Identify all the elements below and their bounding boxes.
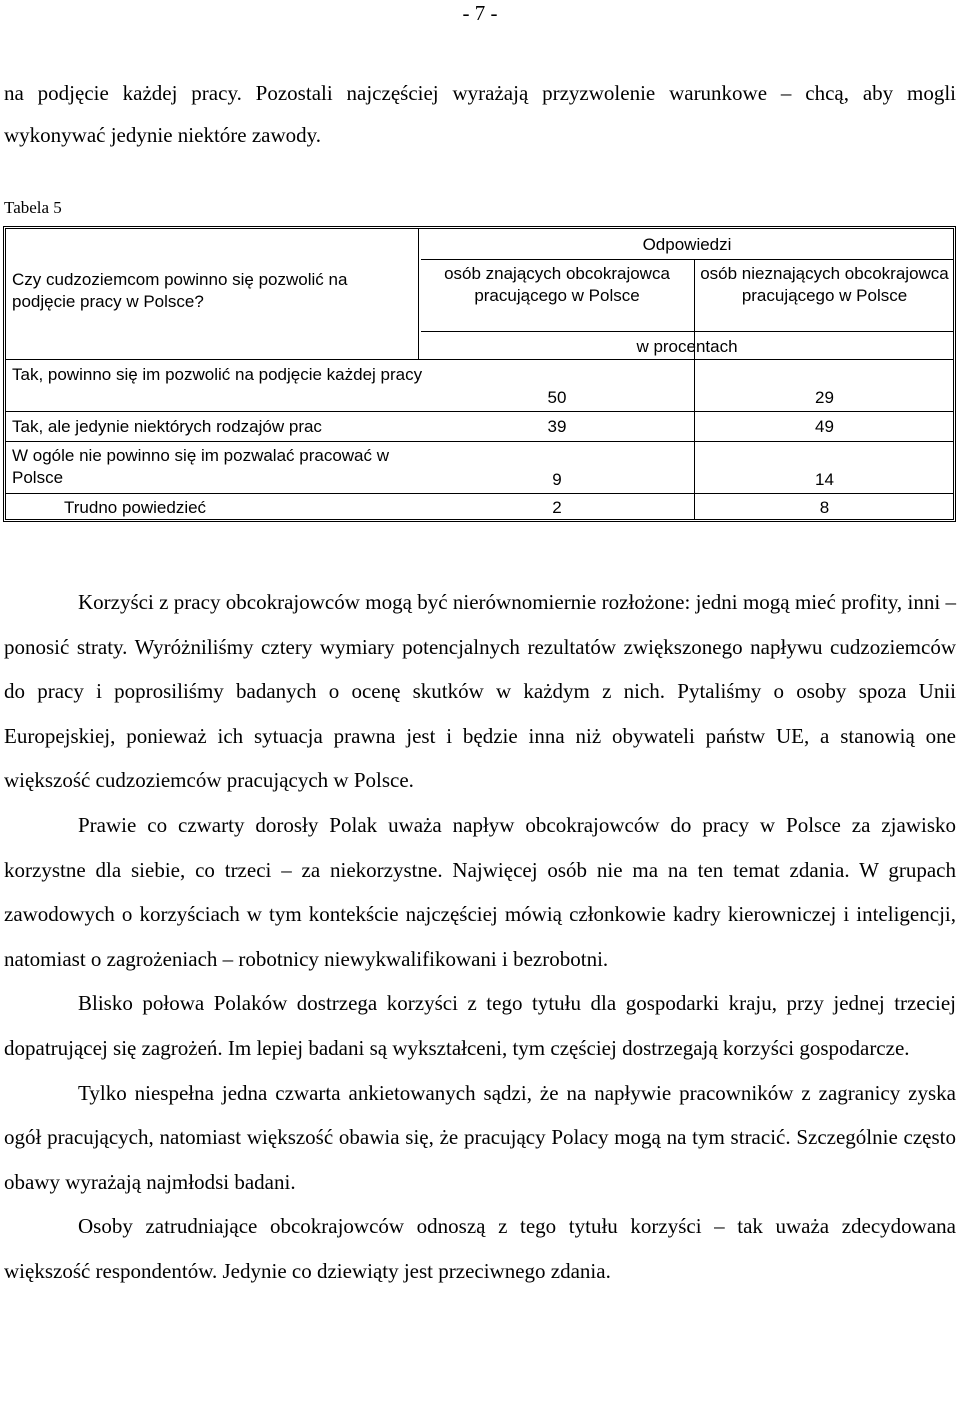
- table-caption: Tabela 5: [4, 198, 62, 217]
- intro-paragraph: na podjęcie każdej pracy. Pozostali najczęściej wyrażają przyzwolenie warunkowe – chcą, aby mogli wykonywać jedynie niektóre zawody.: [4, 81, 956, 147]
- unit-label: w procentach: [636, 337, 738, 356]
- table-row-label: Tak, powinno się im pozwolić na podjęcie każdej pracy: [12, 365, 423, 384]
- table-cell-value: 39: [547, 417, 567, 436]
- table-row-label: Trudno powiedzieć: [64, 498, 207, 517]
- table-cell-value: 8: [819, 498, 830, 517]
- col1-header: osób znających obcokrajowca pracującego w Polsce: [444, 264, 670, 305]
- paragraph: Blisko połowa Polaków dostrzega korzyści z tego tytułu dla gospodarki kraju, przy jednej trzeciej dopatrującej się zagrożeń. Im lepiej badani są wykształceni, tym częściej dostrzegają korzyści gospodarcze.: [4, 991, 956, 1060]
- table-row-label: Tak, ale jedynie niektórych rodzajów prac: [12, 417, 322, 436]
- col2-header: osób nieznających obcokrajowca pracującego w Polsce: [700, 264, 949, 305]
- table-cell-value: 49: [815, 417, 834, 436]
- paragraph: Tylko niespełna jedna czwarta ankietowanych sądzi, że na napływie pracowników z zagranicy zyska ogół pracujących, natomiast większość obawia się, że pracujący Polacy mogą na tym stracić. Szczególnie często obawy wyrażają najmłodsi badani.: [4, 1080, 956, 1194]
- paragraph: Korzyści z pracy obcokrajowców mogą być nierównomiernie rozłożone: jedni mogą mieć profity, inni – ponosić straty. Wyróżniliśmy cztery wymiary potencjalnych rezultatów zwiększonego napływu cudzoziemców do pracy i poprosiliśmy badanych o ocenę skutków w każdym z nich. Pytaliśmy o osoby spoza Unii Europejskiej, ponieważ ich sytuacja prawna jest i będzie inna niż obywateli państw UE, a stanowią one większość cudzoziemców pracujących w Polsce.: [4, 590, 956, 793]
- paragraph: Prawie co czwarty dorosły Polak uważa napływ obcokrajowców do pracy w Polsce za zjawisko korzystne dla siebie, co trzeci – za niekorzystne. Najwięcej osób nie ma na ten temat zdania. W grupach zawodowych o korzyściach w tym kontekście najczęściej mówią członkowie kadry kierowniczej i inteligencji, natomiast o zagrożeniach – robotnicy niewykwalifikowani i bezrobotni.: [4, 812, 956, 971]
- table-cell-value: 9: [552, 470, 562, 489]
- body-text: [4, 580, 956, 1294]
- table-cell-value: 14: [815, 470, 834, 489]
- table-group-header: Odpowiedzi: [642, 235, 732, 254]
- table-cell-value: 2: [552, 498, 562, 517]
- table-question: Czy cudzoziemcom powinno się pozwolić na podjęcie pracy w Polsce?: [12, 270, 348, 311]
- table-cell-value: 29: [815, 388, 834, 407]
- table-cell-value: 50: [547, 388, 567, 407]
- page-number: - 7 -: [462, 1, 498, 25]
- table-row-label: W ogóle nie powinno się im pozwalać pracować w Polsce: [12, 446, 390, 487]
- data-table: [3, 226, 956, 522]
- paragraph: Osoby zatrudniające obcokrajowców odnoszą z tego tytułu korzyści – tak uważa zdecydowana większość respondentów. Jedynie co dziewiąty jest przeciwnego zdania.: [4, 1214, 956, 1283]
